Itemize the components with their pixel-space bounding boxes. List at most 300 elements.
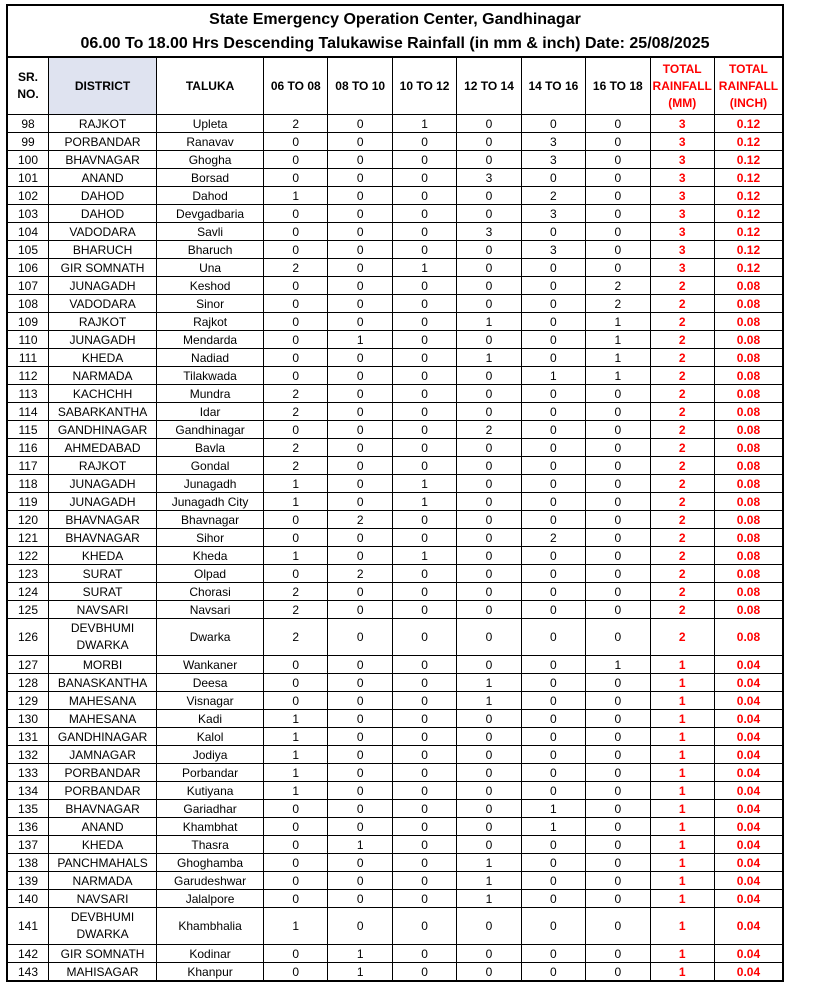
rain-06-08-cell: 0 [264, 963, 328, 982]
rain-14-16-cell: 0 [521, 782, 585, 800]
total-inch-cell: 0.12 [714, 259, 783, 277]
rain-08-10-cell: 0 [328, 259, 392, 277]
rain-14-16-cell: 0 [521, 457, 585, 475]
rain-16-18-cell: 2 [586, 295, 650, 313]
rain-16-18-cell: 0 [586, 205, 650, 223]
rain-12-14-cell: 1 [457, 349, 521, 367]
rain-16-18-cell: 0 [586, 619, 650, 656]
sr-no-cell: 120 [7, 511, 49, 529]
table-row [7, 493, 783, 511]
rain-06-08-cell: 1 [264, 187, 328, 205]
rain-12-14-cell: 0 [457, 439, 521, 457]
total-inch-cell: 0.04 [714, 908, 783, 945]
rain-16-18-cell: 0 [586, 945, 650, 963]
sr-no-cell: 103 [7, 205, 49, 223]
rain-06-08-cell: 0 [264, 223, 328, 241]
rain-08-10-cell: 0 [328, 493, 392, 511]
rain-14-16-cell: 0 [521, 547, 585, 565]
district-cell: PORBANDAR [49, 764, 157, 782]
rain-06-08-cell: 2 [264, 403, 328, 421]
rain-12-14-cell: 0 [457, 728, 521, 746]
sr-no-cell: 113 [7, 385, 49, 403]
taluka-cell: Una [157, 259, 264, 277]
taluka-cell: Junagadh City [157, 493, 264, 511]
table-row [7, 151, 783, 169]
rain-10-12-cell: 0 [392, 349, 456, 367]
header-12-to-14: 12 TO 14 [457, 57, 521, 115]
rain-08-10-cell: 0 [328, 529, 392, 547]
district-cell: ANAND [49, 169, 157, 187]
district-cell: RAJKOT [49, 457, 157, 475]
rain-10-12-cell: 0 [392, 872, 456, 890]
sr-no-cell: 133 [7, 764, 49, 782]
rain-06-08-cell: 1 [264, 547, 328, 565]
taluka-cell: Bharuch [157, 241, 264, 259]
table-row [7, 277, 783, 295]
sr-no-cell: 139 [7, 872, 49, 890]
table-row [7, 331, 783, 349]
rain-16-18-cell: 2 [586, 277, 650, 295]
district-cell: MAHESANA [49, 710, 157, 728]
rain-10-12-cell: 0 [392, 457, 456, 475]
district-cell: RAJKOT [49, 313, 157, 331]
district-cell: MAHESANA [49, 692, 157, 710]
rain-10-12-cell: 0 [392, 367, 456, 385]
rain-14-16-cell: 0 [521, 169, 585, 187]
total-mm-cell: 3 [650, 151, 714, 169]
taluka-cell: Devgadbaria [157, 205, 264, 223]
taluka-cell: Garudeshwar [157, 872, 264, 890]
rain-12-14-cell: 0 [457, 115, 521, 133]
rain-16-18-cell: 0 [586, 439, 650, 457]
rain-12-14-cell: 0 [457, 205, 521, 223]
rain-14-16-cell: 0 [521, 728, 585, 746]
rain-06-08-cell: 2 [264, 439, 328, 457]
rain-12-14-cell: 0 [457, 151, 521, 169]
rain-08-10-cell: 0 [328, 692, 392, 710]
rain-08-10-cell: 0 [328, 764, 392, 782]
table-row [7, 187, 783, 205]
rain-14-16-cell: 0 [521, 692, 585, 710]
sr-no-cell: 119 [7, 493, 49, 511]
sr-no-cell: 108 [7, 295, 49, 313]
rain-16-18-cell: 0 [586, 385, 650, 403]
rain-14-16-cell: 0 [521, 295, 585, 313]
rain-16-18-cell: 0 [586, 800, 650, 818]
total-inch-cell: 0.12 [714, 133, 783, 151]
total-inch-cell: 0.08 [714, 601, 783, 619]
rain-12-14-cell: 0 [457, 583, 521, 601]
header-sr-no: SR. NO. [7, 57, 49, 115]
sr-no-cell: 132 [7, 746, 49, 764]
rain-10-12-cell: 0 [392, 746, 456, 764]
table-row [7, 295, 783, 313]
total-inch-cell: 0.12 [714, 151, 783, 169]
rain-06-08-cell: 0 [264, 890, 328, 908]
rain-16-18-cell: 1 [586, 656, 650, 674]
rain-16-18-cell: 0 [586, 601, 650, 619]
taluka-cell: Mundra [157, 385, 264, 403]
rain-10-12-cell: 0 [392, 529, 456, 547]
district-cell: DAHOD [49, 187, 157, 205]
total-inch-cell: 0.04 [714, 782, 783, 800]
header-08-to-10: 08 TO 10 [328, 57, 392, 115]
total-inch-cell: 0.08 [714, 295, 783, 313]
district-cell: VADODARA [49, 295, 157, 313]
sr-no-cell: 134 [7, 782, 49, 800]
rain-10-12-cell: 0 [392, 818, 456, 836]
district-cell: NARMADA [49, 872, 157, 890]
taluka-cell: Thasra [157, 836, 264, 854]
rain-06-08-cell: 0 [264, 169, 328, 187]
rain-08-10-cell: 0 [328, 710, 392, 728]
total-mm-cell: 3 [650, 205, 714, 223]
rain-10-12-cell: 0 [392, 169, 456, 187]
total-mm-cell: 2 [650, 349, 714, 367]
sr-no-cell: 114 [7, 403, 49, 421]
sr-no-cell: 118 [7, 475, 49, 493]
total-inch-cell: 0.08 [714, 403, 783, 421]
table-row [7, 890, 783, 908]
rain-08-10-cell: 0 [328, 241, 392, 259]
taluka-cell: Ghoghamba [157, 854, 264, 872]
rain-12-14-cell: 0 [457, 367, 521, 385]
sr-no-cell: 110 [7, 331, 49, 349]
taluka-cell: Sinor [157, 295, 264, 313]
district-cell: DEVBHUMI DWARKA [49, 619, 157, 656]
rain-06-08-cell: 1 [264, 475, 328, 493]
rain-08-10-cell: 1 [328, 836, 392, 854]
rain-16-18-cell: 0 [586, 764, 650, 782]
district-cell: GANDHINAGAR [49, 728, 157, 746]
taluka-cell: Kalol [157, 728, 264, 746]
rain-14-16-cell: 0 [521, 890, 585, 908]
total-mm-cell: 3 [650, 241, 714, 259]
sr-no-cell: 109 [7, 313, 49, 331]
sr-no-cell: 138 [7, 854, 49, 872]
total-inch-cell: 0.08 [714, 565, 783, 583]
sr-no-cell: 117 [7, 457, 49, 475]
rain-12-14-cell: 0 [457, 475, 521, 493]
taluka-cell: Visnagar [157, 692, 264, 710]
rainfall-report [6, 4, 784, 982]
rain-06-08-cell: 0 [264, 872, 328, 890]
rain-10-12-cell: 0 [392, 223, 456, 241]
total-inch-cell: 0.08 [714, 583, 783, 601]
rain-14-16-cell: 0 [521, 331, 585, 349]
rain-08-10-cell: 0 [328, 728, 392, 746]
rain-16-18-cell: 0 [586, 493, 650, 511]
district-cell: PORBANDAR [49, 782, 157, 800]
district-cell: SURAT [49, 583, 157, 601]
sr-no-cell: 129 [7, 692, 49, 710]
total-mm-cell: 2 [650, 601, 714, 619]
total-inch-cell: 0.08 [714, 277, 783, 295]
table-row [7, 782, 783, 800]
rain-14-16-cell: 3 [521, 133, 585, 151]
district-cell: GIR SOMNATH [49, 259, 157, 277]
table-row [7, 205, 783, 223]
table-row [7, 565, 783, 583]
rain-14-16-cell: 0 [521, 674, 585, 692]
rain-08-10-cell: 0 [328, 890, 392, 908]
taluka-cell: Mendarda [157, 331, 264, 349]
rain-10-12-cell: 0 [392, 439, 456, 457]
rain-08-10-cell: 0 [328, 619, 392, 656]
taluka-cell: Borsad [157, 169, 264, 187]
rain-12-14-cell: 1 [457, 674, 521, 692]
table-header-row [7, 57, 783, 115]
total-mm-cell: 1 [650, 692, 714, 710]
rain-14-16-cell: 3 [521, 151, 585, 169]
table-row [7, 674, 783, 692]
rain-14-16-cell: 0 [521, 583, 585, 601]
rain-06-08-cell: 1 [264, 710, 328, 728]
taluka-cell: Jodiya [157, 746, 264, 764]
rain-06-08-cell: 0 [264, 331, 328, 349]
rain-08-10-cell: 0 [328, 457, 392, 475]
rain-08-10-cell: 0 [328, 277, 392, 295]
rain-10-12-cell: 0 [392, 421, 456, 439]
rain-16-18-cell: 0 [586, 421, 650, 439]
rain-14-16-cell: 0 [521, 277, 585, 295]
rain-08-10-cell: 0 [328, 115, 392, 133]
sr-no-cell: 143 [7, 963, 49, 982]
rain-06-08-cell: 2 [264, 457, 328, 475]
district-cell: DAHOD [49, 205, 157, 223]
taluka-cell: Khanpur [157, 963, 264, 982]
rain-12-14-cell: 0 [457, 331, 521, 349]
header-taluka: TALUKA [157, 57, 264, 115]
rain-12-14-cell: 1 [457, 890, 521, 908]
total-inch-cell: 0.04 [714, 945, 783, 963]
sr-no-cell: 135 [7, 800, 49, 818]
rain-06-08-cell: 0 [264, 945, 328, 963]
rain-14-16-cell: 0 [521, 565, 585, 583]
rain-08-10-cell: 1 [328, 963, 392, 982]
table-row [7, 547, 783, 565]
rain-16-18-cell: 0 [586, 511, 650, 529]
rain-12-14-cell: 0 [457, 818, 521, 836]
total-mm-cell: 2 [650, 493, 714, 511]
rain-14-16-cell: 0 [521, 872, 585, 890]
sr-no-cell: 127 [7, 656, 49, 674]
rain-06-08-cell: 2 [264, 385, 328, 403]
rain-10-12-cell: 0 [392, 385, 456, 403]
total-inch-cell: 0.04 [714, 872, 783, 890]
rain-10-12-cell: 0 [392, 331, 456, 349]
total-mm-cell: 3 [650, 169, 714, 187]
table-row [7, 963, 783, 982]
total-mm-cell: 2 [650, 439, 714, 457]
total-mm-cell: 2 [650, 277, 714, 295]
table-row [7, 511, 783, 529]
district-cell: BHAVNAGAR [49, 511, 157, 529]
rain-10-12-cell: 0 [392, 403, 456, 421]
total-inch-cell: 0.04 [714, 854, 783, 872]
rain-10-12-cell: 0 [392, 890, 456, 908]
table-row [7, 259, 783, 277]
rain-14-16-cell: 0 [521, 349, 585, 367]
district-cell: JUNAGADH [49, 475, 157, 493]
sr-no-cell: 99 [7, 133, 49, 151]
rain-10-12-cell: 0 [392, 277, 456, 295]
table-row [7, 583, 783, 601]
rain-16-18-cell: 0 [586, 963, 650, 982]
total-inch-cell: 0.12 [714, 205, 783, 223]
rain-16-18-cell: 0 [586, 782, 650, 800]
rain-06-08-cell: 0 [264, 656, 328, 674]
total-inch-cell: 0.04 [714, 890, 783, 908]
total-mm-cell: 3 [650, 133, 714, 151]
rain-10-12-cell: 1 [392, 115, 456, 133]
rain-10-12-cell: 1 [392, 493, 456, 511]
district-cell: GIR SOMNATH [49, 945, 157, 963]
district-cell: JUNAGADH [49, 493, 157, 511]
rain-16-18-cell: 0 [586, 746, 650, 764]
rain-12-14-cell: 0 [457, 277, 521, 295]
rain-08-10-cell: 0 [328, 223, 392, 241]
taluka-cell: Bavla [157, 439, 264, 457]
total-inch-cell: 0.04 [714, 674, 783, 692]
rain-10-12-cell: 0 [392, 674, 456, 692]
sr-no-cell: 131 [7, 728, 49, 746]
rain-12-14-cell: 2 [457, 421, 521, 439]
table-row [7, 908, 783, 945]
total-inch-cell: 0.04 [714, 656, 783, 674]
rain-06-08-cell: 2 [264, 259, 328, 277]
sr-no-cell: 107 [7, 277, 49, 295]
total-inch-cell: 0.08 [714, 493, 783, 511]
taluka-cell: Rajkot [157, 313, 264, 331]
taluka-cell: Olpad [157, 565, 264, 583]
total-inch-cell: 0.08 [714, 511, 783, 529]
sr-no-cell: 102 [7, 187, 49, 205]
district-cell: JAMNAGAR [49, 746, 157, 764]
district-cell: MORBI [49, 656, 157, 674]
rain-12-14-cell: 0 [457, 385, 521, 403]
rain-14-16-cell: 0 [521, 601, 585, 619]
total-inch-cell: 0.04 [714, 692, 783, 710]
sr-no-cell: 128 [7, 674, 49, 692]
rain-12-14-cell: 0 [457, 710, 521, 728]
rain-14-16-cell: 0 [521, 656, 585, 674]
rain-14-16-cell: 0 [521, 908, 585, 945]
total-inch-cell: 0.04 [714, 800, 783, 818]
rain-08-10-cell: 0 [328, 151, 392, 169]
rain-08-10-cell: 0 [328, 908, 392, 945]
header-total-mm: TOTAL RAINFALL (MM) [650, 57, 714, 115]
rain-06-08-cell: 0 [264, 349, 328, 367]
rain-16-18-cell: 0 [586, 872, 650, 890]
total-mm-cell: 1 [650, 836, 714, 854]
rain-08-10-cell: 0 [328, 439, 392, 457]
rain-16-18-cell: 0 [586, 583, 650, 601]
taluka-cell: Nadiad [157, 349, 264, 367]
rain-08-10-cell: 0 [328, 818, 392, 836]
rain-12-14-cell: 0 [457, 259, 521, 277]
total-inch-cell: 0.04 [714, 963, 783, 982]
taluka-cell: Jalalpore [157, 890, 264, 908]
total-mm-cell: 1 [650, 800, 714, 818]
rain-10-12-cell: 0 [392, 656, 456, 674]
total-mm-cell: 1 [650, 945, 714, 963]
rain-06-08-cell: 0 [264, 800, 328, 818]
rain-12-14-cell: 0 [457, 963, 521, 982]
rain-06-08-cell: 1 [264, 782, 328, 800]
total-inch-cell: 0.08 [714, 529, 783, 547]
taluka-cell: Idar [157, 403, 264, 421]
district-cell: KHEDA [49, 349, 157, 367]
rain-12-14-cell: 3 [457, 223, 521, 241]
rain-10-12-cell: 1 [392, 259, 456, 277]
sr-no-cell: 104 [7, 223, 49, 241]
rain-16-18-cell: 0 [586, 151, 650, 169]
total-inch-cell: 0.08 [714, 367, 783, 385]
table-row [7, 854, 783, 872]
rain-12-14-cell: 0 [457, 403, 521, 421]
rain-10-12-cell: 0 [392, 692, 456, 710]
taluka-cell: Dahod [157, 187, 264, 205]
district-cell: ANAND [49, 818, 157, 836]
rain-14-16-cell: 0 [521, 963, 585, 982]
rain-14-16-cell: 2 [521, 529, 585, 547]
total-inch-cell: 0.08 [714, 619, 783, 656]
taluka-cell: Dwarka [157, 619, 264, 656]
rain-08-10-cell: 0 [328, 403, 392, 421]
rain-14-16-cell: 1 [521, 367, 585, 385]
total-inch-cell: 0.04 [714, 728, 783, 746]
rain-14-16-cell: 0 [521, 385, 585, 403]
rain-06-08-cell: 1 [264, 728, 328, 746]
taluka-cell: Porbandar [157, 764, 264, 782]
taluka-cell: Kadi [157, 710, 264, 728]
total-inch-cell: 0.08 [714, 421, 783, 439]
rain-12-14-cell: 0 [457, 836, 521, 854]
table-row [7, 421, 783, 439]
table-row [7, 836, 783, 854]
table-row [7, 945, 783, 963]
rain-10-12-cell: 0 [392, 583, 456, 601]
table-row [7, 223, 783, 241]
district-cell: NAVSARI [49, 890, 157, 908]
rain-12-14-cell: 0 [457, 493, 521, 511]
rain-06-08-cell: 0 [264, 421, 328, 439]
taluka-cell: Chorasi [157, 583, 264, 601]
sr-no-cell: 100 [7, 151, 49, 169]
rain-14-16-cell: 0 [521, 854, 585, 872]
total-inch-cell: 0.04 [714, 836, 783, 854]
rain-16-18-cell: 0 [586, 674, 650, 692]
rain-08-10-cell: 0 [328, 169, 392, 187]
district-cell: NAVSARI [49, 601, 157, 619]
sr-no-cell: 115 [7, 421, 49, 439]
total-mm-cell: 1 [650, 908, 714, 945]
district-cell: BHARUCH [49, 241, 157, 259]
total-inch-cell: 0.04 [714, 746, 783, 764]
rain-06-08-cell: 2 [264, 619, 328, 656]
rain-08-10-cell: 0 [328, 583, 392, 601]
header-06-to-08: 06 TO 08 [264, 57, 328, 115]
rain-12-14-cell: 0 [457, 241, 521, 259]
rain-16-18-cell: 0 [586, 890, 650, 908]
total-inch-cell: 0.12 [714, 241, 783, 259]
total-inch-cell: 0.12 [714, 187, 783, 205]
district-cell: KHEDA [49, 547, 157, 565]
total-mm-cell: 2 [650, 331, 714, 349]
taluka-cell: Bhavnagar [157, 511, 264, 529]
rain-16-18-cell: 0 [586, 259, 650, 277]
